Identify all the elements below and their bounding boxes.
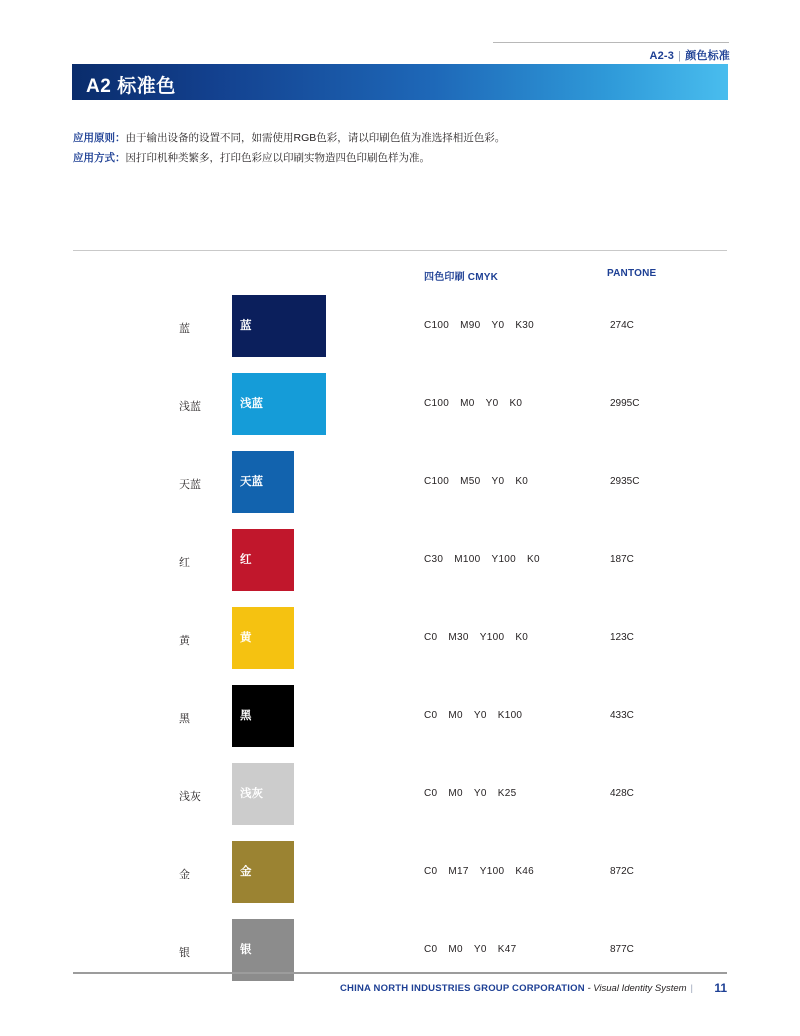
page-title-text: 标准色 <box>117 76 176 97</box>
cmyk-k: K0 <box>515 632 529 643</box>
table-row <box>73 833 727 911</box>
table-row <box>73 521 727 599</box>
footer-page-number: 11 <box>714 981 727 995</box>
header-divider <box>493 42 729 43</box>
color-swatch-label: 黑 <box>240 710 252 722</box>
cmyk-c: C0 <box>424 866 438 877</box>
header-separator: | <box>678 50 682 62</box>
cmyk-m: M0 <box>460 398 475 409</box>
cmyk-y: Y0 <box>485 398 499 409</box>
cmyk-m: M0 <box>448 788 463 799</box>
cmyk-m: M100 <box>454 554 481 565</box>
color-cmyk <box>424 944 527 955</box>
color-swatch <box>232 763 294 825</box>
cmyk-m: M30 <box>448 632 469 643</box>
color-swatch <box>232 841 294 903</box>
cmyk-k: K0 <box>509 398 523 409</box>
color-name: 蓝 <box>179 323 190 335</box>
cmyk-k: K0 <box>515 476 529 487</box>
note-line <box>73 148 733 168</box>
header-section-title: 颜色标准 <box>685 50 730 62</box>
page-title-code: A2 <box>86 76 112 97</box>
color-cmyk <box>424 398 533 409</box>
color-swatch <box>232 607 294 669</box>
footer-separator: | <box>690 983 693 994</box>
color-cmyk <box>424 866 545 877</box>
color-swatch <box>232 373 326 435</box>
color-pantone: 433C <box>610 710 634 721</box>
color-cmyk <box>424 476 539 487</box>
footer-divider <box>73 972 727 974</box>
color-swatch-label: 金 <box>240 866 252 878</box>
note-label: 应用原则： <box>73 132 126 144</box>
page-header <box>0 0 800 120</box>
cmyk-m: M0 <box>448 944 463 955</box>
cmyk-m: M90 <box>460 320 481 331</box>
footer-system: - Visual Identity System <box>587 983 687 994</box>
color-swatch <box>232 529 294 591</box>
color-pantone: 877C <box>610 944 634 955</box>
color-pantone: 274C <box>610 320 634 331</box>
page-title <box>86 71 176 98</box>
color-swatch-label: 蓝 <box>240 320 252 332</box>
color-name: 银 <box>179 947 190 959</box>
color-swatch-label: 黄 <box>240 632 252 644</box>
color-cmyk <box>424 632 539 643</box>
color-swatch-label: 浅灰 <box>240 788 263 800</box>
color-name: 金 <box>179 869 190 881</box>
cmyk-m: M17 <box>448 866 469 877</box>
cmyk-y: Y100 <box>479 632 505 643</box>
color-swatch-label: 天蓝 <box>240 476 263 488</box>
cmyk-k: K47 <box>497 944 517 955</box>
table-row <box>73 287 727 365</box>
color-pantone: 123C <box>610 632 634 643</box>
cmyk-c: C100 <box>424 320 450 331</box>
color-swatch-label: 浅蓝 <box>240 398 263 410</box>
color-cmyk <box>424 788 527 799</box>
footer-caption <box>340 983 697 994</box>
color-pantone: 2935C <box>610 476 640 487</box>
cmyk-k: K46 <box>515 866 535 877</box>
cmyk-y: Y0 <box>473 710 487 721</box>
cmyk-c: C0 <box>424 944 438 955</box>
page-title-bar <box>72 64 728 100</box>
cmyk-k: K100 <box>497 710 523 721</box>
table-column-headers <box>73 251 727 285</box>
cmyk-y: Y0 <box>473 944 487 955</box>
note-line <box>73 128 733 148</box>
cmyk-m: M0 <box>448 710 463 721</box>
cmyk-k: K25 <box>497 788 517 799</box>
color-pantone: 2995C <box>610 398 640 409</box>
color-swatch <box>232 685 294 747</box>
color-pantone: 428C <box>610 788 634 799</box>
cmyk-y: Y0 <box>473 788 487 799</box>
cmyk-c: C0 <box>424 710 438 721</box>
header-section-code: A2-3 <box>649 50 675 62</box>
cmyk-y: Y0 <box>491 320 505 331</box>
page-footer <box>73 972 727 1012</box>
table-row <box>73 365 727 443</box>
column-header-cmyk: 四色印刷 CMYK <box>424 272 499 283</box>
table-row <box>73 755 727 833</box>
color-name: 浅蓝 <box>179 401 201 413</box>
color-pantone: 872C <box>610 866 634 877</box>
table-rows <box>73 287 727 989</box>
color-name: 黑 <box>179 713 190 725</box>
footer-corporation: CHINA NORTH INDUSTRIES GROUP CORPORATION <box>339 983 585 994</box>
color-name: 天蓝 <box>179 479 201 491</box>
table-row <box>73 599 727 677</box>
color-standards-table <box>73 250 727 989</box>
header-section-meta <box>649 47 730 63</box>
color-swatch-label: 红 <box>240 554 252 566</box>
cmyk-y: Y100 <box>491 554 517 565</box>
cmyk-c: C100 <box>424 476 450 487</box>
cmyk-y: Y0 <box>491 476 505 487</box>
cmyk-c: C0 <box>424 632 438 643</box>
cmyk-c: C30 <box>424 554 444 565</box>
color-cmyk <box>424 710 533 721</box>
column-header-pantone: PANTONE <box>607 268 657 279</box>
color-swatch-label: 银 <box>240 944 252 956</box>
table-row <box>73 443 727 521</box>
color-cmyk <box>424 320 545 331</box>
cmyk-k: K0 <box>527 554 540 565</box>
color-name: 浅灰 <box>179 791 201 803</box>
cmyk-m: M50 <box>460 476 481 487</box>
cmyk-k: K30 <box>515 320 535 331</box>
note-text: 因打印机种类繁多，打印色彩应以印刷实物造四色印刷色样为准。 <box>125 152 430 164</box>
table-row <box>73 677 727 755</box>
cmyk-y: Y100 <box>479 866 505 877</box>
color-swatch <box>232 451 294 513</box>
cmyk-c: C100 <box>424 398 450 409</box>
color-name: 黄 <box>179 635 190 647</box>
color-name: 红 <box>179 557 190 569</box>
usage-notes <box>73 128 733 168</box>
color-swatch <box>232 295 326 357</box>
color-cmyk <box>424 554 551 565</box>
cmyk-c: C0 <box>424 788 438 799</box>
color-pantone: 187C <box>610 554 634 565</box>
note-label: 应用方式： <box>73 152 126 164</box>
note-text: 由于输出设备的设置不同，如需使用RGB色彩，请以印刷色值为准选择相近色彩。 <box>125 132 506 144</box>
